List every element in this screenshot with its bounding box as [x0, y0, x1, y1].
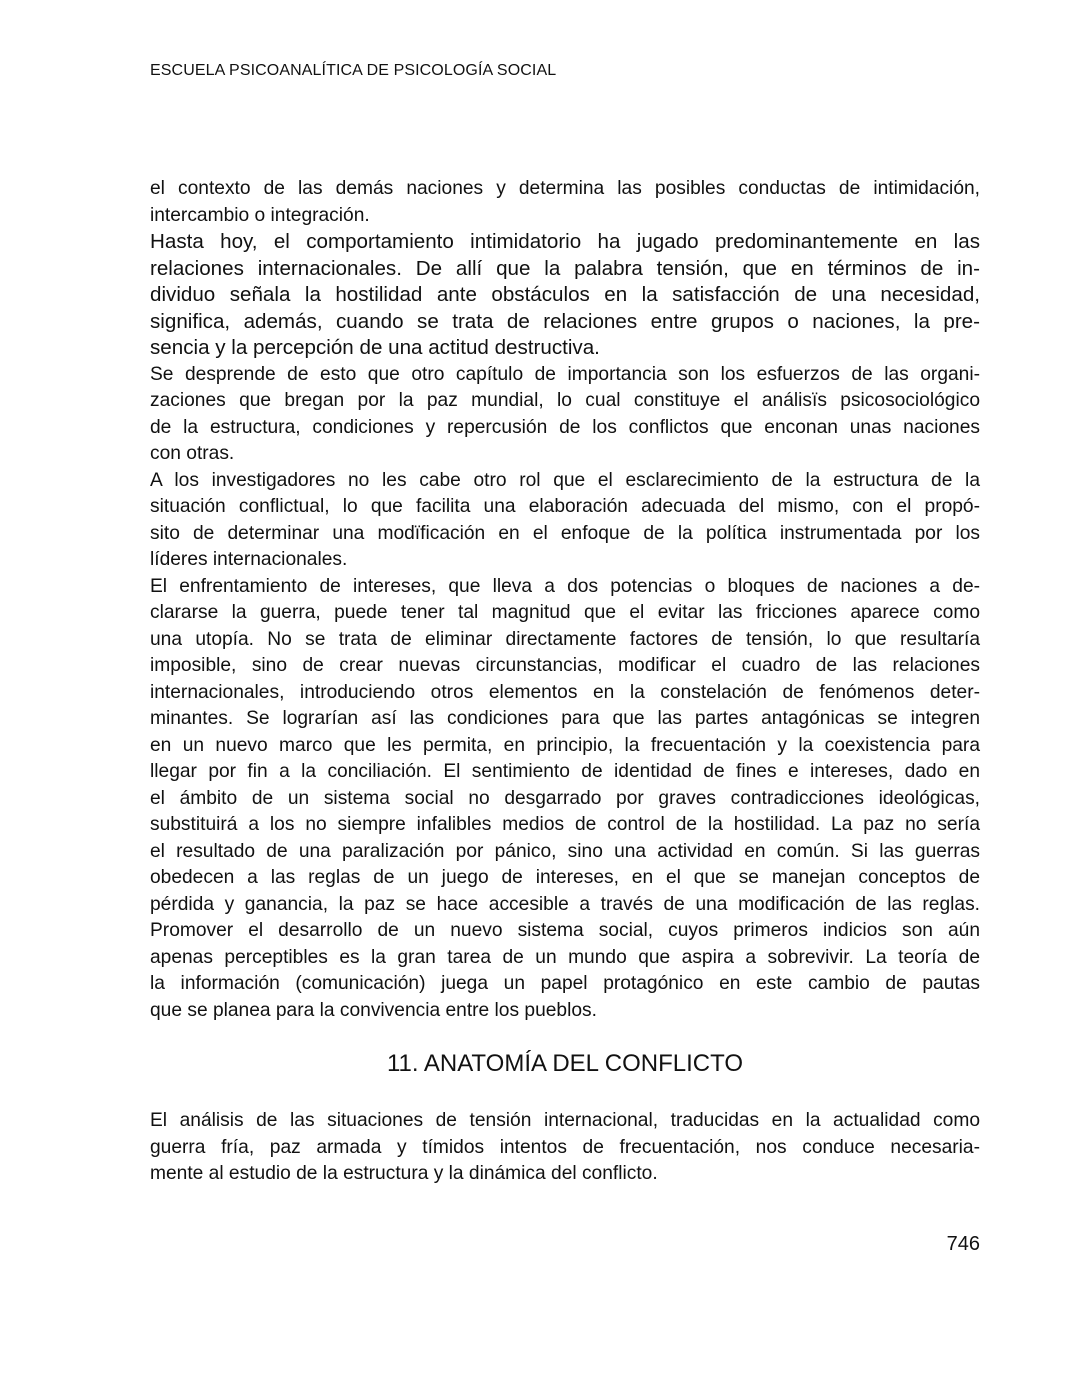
text-line: internacionales, introduciendo otros elementos en la constelación de fenómenos deter- [150, 681, 980, 703]
text-line: apenas perceptibles es la gran tarea de un mundo que aspira a sobrevivir. La teoría de [150, 946, 980, 968]
body-text [150, 176, 980, 1024]
text-line: zaciones que bregan por la paz mundial, lo cual constituye el análisïs psicosociológico [150, 390, 980, 411]
text-line: imposible, sino de crear nuevas circunstancias, modificar el cuadro de las relaciones [150, 655, 980, 676]
text-line: con otras. [150, 443, 235, 464]
paragraph [150, 468, 980, 574]
text-line: significa, además, cuando se trata de relaciones entre grupos o naciones, la pre- [150, 309, 980, 333]
text-line: Promover el desarrollo de un nuevo sistema social, cuyos primeros indicios son aún [150, 920, 980, 941]
text-line: dividuo señala la hostilidad ante obstáculos en la satisfacción de una necesidad, [150, 283, 980, 306]
text-line: intercambio o integración. [150, 204, 370, 226]
text-line: sito de determinar una modïficación en el enfoque de la política instrumentada por los [150, 522, 980, 544]
text-line: en un nuevo marco que les permita, en principio, la frecuentación y la coexistencia para [150, 734, 980, 756]
text-line: Hasta hoy, el comportamiento intimidatorio ha jugado predominantemente en las [150, 230, 980, 253]
paragraph [150, 362, 980, 468]
section-paragraph [150, 1108, 980, 1188]
text-line: clararse la guerra, puede tener tal magnitud que el evitar las fricciones aparece como [150, 602, 980, 623]
paragraph [150, 176, 980, 229]
text-line: relaciones internacionales. De allí que la palabra tensión, que en términos de in- [150, 256, 980, 280]
paragraph [150, 574, 980, 1025]
text-line: Se desprende de esto que otro capítulo de importancia son los esfuerzos de las organi- [150, 363, 980, 385]
paragraph [150, 229, 980, 362]
text-line: pérdida y ganancia, la paz se hace accesible a través de una modificación de las reglas. [150, 893, 980, 915]
text-line: El análisis de las situaciones de tensión internacional, traducidas en la actualidad como [150, 1110, 980, 1131]
text-line: líderes internacionales. [150, 549, 348, 570]
text-line: substituirá a los no siempre infalibles medios de control de la hostilidad. La paz no sería [150, 814, 980, 835]
text-line: el contexto de las demás naciones y determina las posibles conductas de intimidación, [150, 178, 980, 199]
text-line: mente al estudio de la estructura y la dinámica del conflicto. [150, 1163, 658, 1184]
text-line: guerra fría, paz armada y tímidos intentos de frecuentación, nos conduce necesaria- [150, 1136, 980, 1158]
text-line: el ámbito de un sistema social no desgarrado por graves contradicciones ideológicas, [150, 787, 980, 809]
text-line: minantes. Se lograrían así las condiciones para que las partes antagónicas se integren [150, 708, 980, 729]
text-line: el resultado de una paralización por pánico, sino una actividad en común. Si las guerras [150, 840, 980, 862]
text-line: de la estructura, condiciones y repercusión de los conflictos que enconan unas naciones [150, 416, 980, 438]
text-line: la información (comunicación) juega un papel protagónico en este cambio de pautas [150, 973, 980, 994]
text-line: A los investigadores no les cabe otro rol que el esclarecimiento de la estructura de la [150, 469, 980, 491]
text-line: sencia y la percepción de una actitud destructiva. [150, 336, 600, 359]
text-line: El enfrentamiento de intereses, que lleva a dos potencias o bloques de naciones a de- [150, 575, 980, 597]
text-line: situación conflictual, lo que facilita una elaboración adecuada del mismo, con el propó- [150, 496, 980, 517]
text-line: obedecen a las reglas de un juego de intereses, en el que se manejan conceptos de [150, 867, 980, 888]
page-number: 746 [946, 1233, 980, 1255]
text-line: que se planea para la convivencia entre los pueblos. [150, 999, 597, 1021]
section-title: 11. ANATOMÍA DEL CONFLICTO [386, 1050, 744, 1077]
text-line: llegar por fin a la conciliación. El sentimiento de identidad de fines e intereses, dado en [150, 761, 980, 782]
text-line: una utopía. No se trata de eliminar directamente factores de tensión, lo que resultaría [150, 628, 980, 650]
running-header: ESCUELA PSICOANALÍTICA DE PSICOLOGÍA SOCIAL [150, 62, 557, 79]
